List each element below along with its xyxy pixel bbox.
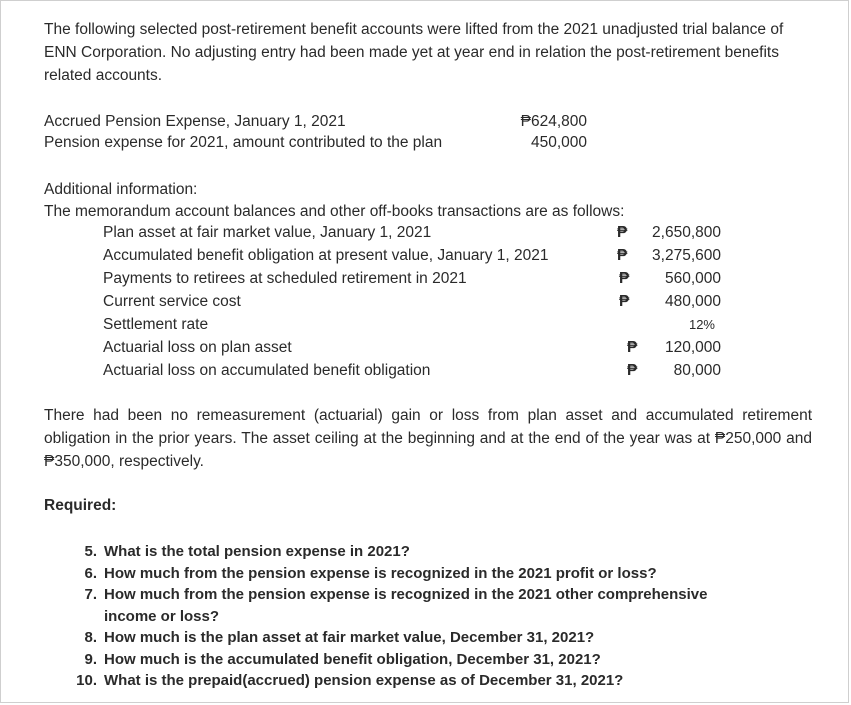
account-amount: 450,000	[530, 134, 587, 151]
memo-item-amount: 80,000	[673, 362, 721, 379]
intro-paragraph: The following selected post-retirement benefit accounts were lifted from the 2021 unadjusted trial balance of ENN Corporation. No adjusting entry had been made yet at year end in relation the post-retirement benefits related accounts.	[44, 21, 784, 84]
peso-sign: ₱	[627, 339, 638, 356]
question-number: 7.	[84, 586, 97, 603]
memo-item-amount: 3,275,600	[652, 247, 721, 264]
question-item	[47, 584, 747, 627]
memo-item-label: Plan asset at fair market value, January 1, 2021	[103, 224, 432, 241]
question-number: 9.	[84, 650, 97, 668]
additional-info-heading: Additional information:	[44, 181, 198, 198]
question-text: How much is the accumulated benefit obligation, December 31, 2021?	[104, 650, 601, 668]
peso-sign: ₱	[617, 224, 628, 241]
memo-item-label: Settlement rate	[103, 316, 209, 333]
memo-item-amount: 480,000	[664, 293, 721, 310]
peso-sign: ₱	[617, 247, 628, 264]
account-label: Accrued Pension Expense, January 1, 2021	[44, 113, 346, 130]
required-heading: Required:	[44, 497, 117, 514]
question-item	[47, 627, 747, 649]
question-text: How much from the pension expense is recognized in the 2021 other comprehensive income or loss?	[104, 586, 708, 625]
peso-sign: ₱	[627, 362, 638, 379]
question-number: 10.	[76, 672, 97, 689]
peso-sign: ₱	[619, 293, 630, 310]
memo-item-amount: 120,000	[664, 339, 721, 356]
memo-item-amount: 2,650,800	[652, 224, 721, 241]
questions-list	[47, 541, 747, 692]
memo-item-label: Actuarial loss on plan asset	[103, 339, 292, 356]
memo-item-amount: 560,000	[664, 270, 721, 287]
peso-sign: ₱	[619, 270, 630, 287]
account-label: Pension expense for 2021, amount contributed to the plan	[44, 134, 443, 151]
memo-item-label: Current service cost	[103, 293, 241, 310]
memo-intro: The memorandum account balances and other off-books transactions are as follows:	[44, 203, 625, 220]
question-item	[47, 649, 747, 671]
question-text: What is the total pension expense in 2021?	[104, 543, 410, 560]
memo-item-amount: 12%	[688, 317, 715, 332]
memo-item-label: Actuarial loss on accumulated benefit obligation	[103, 362, 431, 379]
question-text: How much is the plan asset at fair market value, December 31, 2021?	[104, 629, 595, 646]
memo-item-label: Payments to retirees at scheduled retirement in 2021	[103, 270, 467, 287]
question-number: 5.	[84, 543, 97, 560]
closing-paragraph: There had been no remeasurement (actuarial) gain or loss from plan asset and accumulated retirement obligation in the prior years. The asset ceiling at the beginning and at the end of the year was at ₱250,000 and ₱350,000, respectively.	[44, 407, 812, 470]
question-number: 8.	[84, 629, 97, 646]
memo-item-label: Accumulated benefit obligation at present value, January 1, 2021	[103, 247, 549, 264]
question-item	[47, 563, 747, 585]
question-item	[47, 541, 747, 563]
question-text: How much from the pension expense is recognized in the 2021 profit or loss?	[104, 564, 657, 582]
question-item	[47, 670, 747, 692]
question-number: 6.	[84, 564, 97, 582]
account-amount: ₱624,800	[520, 113, 587, 130]
question-text: What is the prepaid(accrued) pension expense as of December 31, 2021?	[104, 672, 624, 689]
